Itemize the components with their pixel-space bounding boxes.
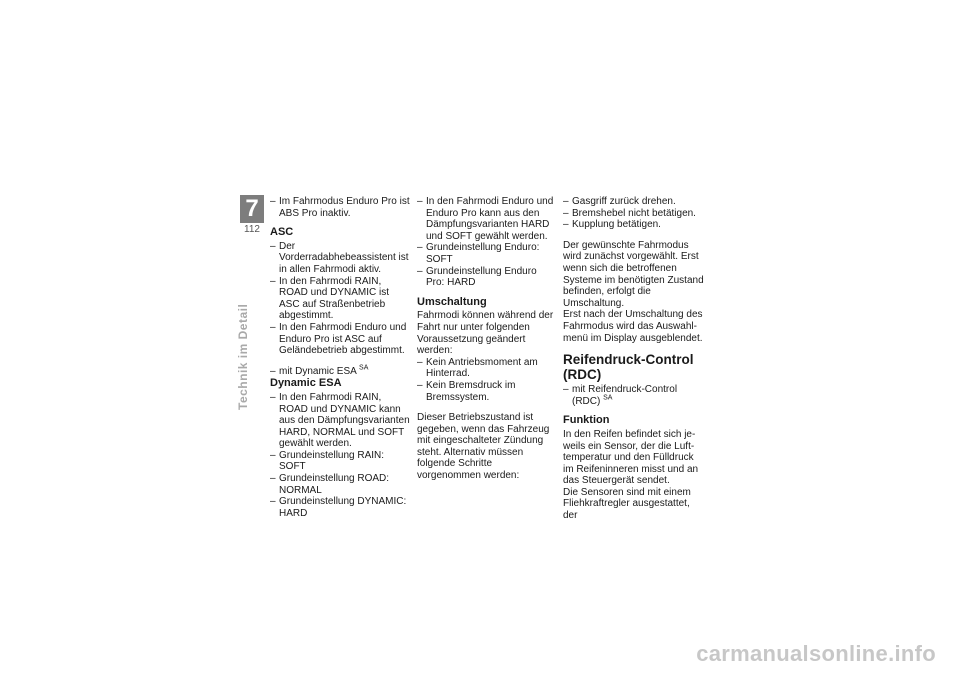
list-item: – mit Dynamic ESA $^{SA}$ [270,364,369,377]
desired-mode-paragraph: Der gewünschte Fahrmodus wird zunächst vorgewählt. Erst wenn sich die betroffenen Systeme im benötigten Zustand befinden, erfolgt die Umschaltung. [563,239,704,309]
funktion-paragraph-1: In den Reifen befindet sich jeweils ein Sensor, der die Lufttemperatur und den Fülldruck im Reifeninneren misst und an das Steuergerät sendet. [563,428,699,487]
list-item: – Grundeinstellung ROAD: NORMAL [270,473,390,496]
umschaltung-intro: Fahrmodi können während der Fahrt nur unter folgenden Voraussetzung geändert werden: [417,310,554,357]
list-item: – Gasgriff zurück drehen. [563,196,676,207]
asc-heading: ASC [270,226,294,239]
list-item: – mit Reifendruck-Control (RDC) $^{SA}$ [563,384,678,407]
list-item: – Grundeinstellung Enduro Pro: HARD [417,265,537,289]
funktion-paragraph-2: Die Sensoren sind mit einem Fliehkraftregler ausgestattet, der [563,486,691,522]
list-item: – Kupplung betätigen. [563,219,661,231]
funktion-heading: Funktion [563,414,610,427]
column-1 [270,196,410,519]
column-2 [417,196,557,482]
watermark: carmanualsonline.info [696,641,936,666]
stopped-paragraph: Dieser Betriebszustand ist gegeben, wenn das Fahrzeug mit eingeschalteter Zündung steht. Alternativ müssen folgende Schritte vorgenommen werden: [417,412,550,482]
dynamic-esa-heading: Dynamic ESA [270,377,342,390]
list-item: – Grundeinstellung Enduro: SOFT [417,242,540,265]
list-item: – In den Fahrmodi Enduro und Enduro Pro ist ASC auf Geländebetrieb abgestimmt. [270,321,407,357]
list-item: – In den Fahrmodi RAIN, ROAD und DYNAMIC ist ASC auf Straßenbetrieb abgestimmt. [270,275,390,322]
after-switch-paragraph: Erst nach der Umschaltung des Fahrmodus wird das Auswahlmenü im Display ausgeblendet. [563,309,703,344]
list-item: – Im Fahrmodus Enduro Pro ist ABS Pro inaktiv. [270,196,410,219]
list-item: – In den Fahrmodi RAIN, ROAD und DYNAMIC kann aus den Dämpfungsvarianten HARD, NORMAL und SOFT gewählt werden. [270,391,410,450]
list-item: – Der Vorderradabhebeassistent ist in allen Fahrmodi aktiv. [270,240,409,275]
column-3 [563,196,705,522]
list-item: – In den Fahrmodi Enduro und Enduro Pro kann aus den Dämpfungsvarianten HARD und SOFT gewählt werden. [417,196,554,242]
rdc-heading: Reifendruck-Control (RDC) [563,352,694,383]
list-item: – Grundeinstellung DYNAMIC: HARD [270,496,407,519]
page-number: 112 [244,224,260,235]
list-item: – Bremshebel nicht betätigen. [563,207,696,219]
chapter-title: Technik im Detail [236,303,250,410]
list-item: – Grundeinstellung RAIN: SOFT [270,449,385,473]
list-item: – Kein Bremsdruck im Bremssystem. [417,379,516,403]
umschaltung-heading: Umschaltung [417,295,487,308]
chapter-number: 7 [240,195,264,223]
list-item: – Kein Antriebsmoment am Hinterrad. [417,356,538,380]
